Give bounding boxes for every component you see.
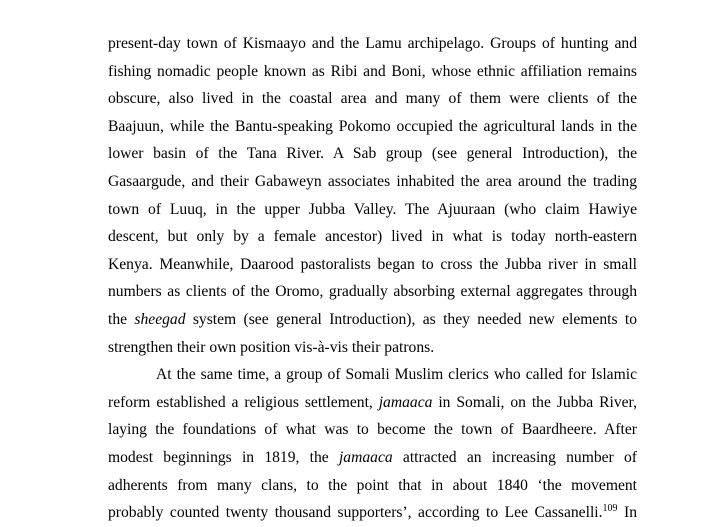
- text-run: town of Luuq, in the upper Jubba Valley. The Ajuuraan (who claim Hawiye: [108, 200, 637, 218]
- footnote-reference[interactable]: 109: [602, 503, 618, 515]
- text-line: [108, 251, 637, 279]
- italic-term: jamaaca: [338, 448, 393, 466]
- text-line: [108, 223, 637, 251]
- text-line: [108, 444, 637, 472]
- text-run: Baajuun, while the Bantu-speaking Pokomo occupied the agricultural lands in the: [108, 117, 637, 135]
- text-line: [108, 306, 637, 334]
- italic-term: jamaaca: [378, 393, 433, 411]
- text-line: [108, 334, 637, 362]
- text-run: the: [108, 310, 135, 328]
- text-line: [108, 168, 637, 196]
- text-line: [108, 58, 637, 86]
- text-run: modest beginnings in 1819, the: [108, 448, 339, 466]
- italic-term: sheegad: [134, 310, 186, 328]
- text-line: [108, 472, 637, 500]
- text-line: [108, 389, 637, 417]
- text-run: obscure, also lived in the coastal area and many of them were clients of the: [108, 90, 637, 108]
- text-run: probably counted twenty thousand supporters’, according to Lee Cassanelli.: [108, 504, 603, 522]
- text-run: Gasaargude, and their Gabaweyn associates inhabited the area around the trading: [108, 172, 637, 190]
- text-run: present-day town of Kismaayo and the Lamu archipelago. Groups of hunting and: [108, 35, 637, 52]
- text-line: [108, 361, 637, 389]
- paragraph-1: [108, 30, 637, 361]
- text-run: lower basin of the Tana River. A Sab group (see general Introduction), the: [108, 145, 637, 163]
- text-run: At the same time, a group of Somali Muslim clerics who called for Islamic: [156, 366, 637, 384]
- paragraph-2: [108, 361, 637, 527]
- text-line: [108, 30, 637, 58]
- text-line: [108, 113, 637, 141]
- text-run: laying the foundations of what was to become the town of Baardheere. After: [108, 421, 637, 439]
- text-line: [108, 196, 637, 224]
- text-line: [108, 416, 637, 444]
- text-run: attracted an increasing number of: [392, 448, 637, 466]
- text-line: [108, 278, 637, 306]
- text-run: reform established a religious settlement,: [108, 393, 379, 411]
- text-line: [108, 85, 637, 113]
- text-run: numbers as clients of the Oromo, gradually absorbing external aggregates through: [108, 283, 637, 301]
- text-run: In: [617, 504, 637, 522]
- text-run: fishing nomadic people known as Ribi and Boni, whose ethnic affiliation remains: [108, 62, 637, 80]
- document-page: [108, 30, 637, 527]
- text-run: adherents from many clans, to the point that in about 1840 ‘the movement: [108, 476, 637, 494]
- text-run: descent, but only by a female ancestor) lived in what is today north-eastern: [108, 228, 637, 246]
- text-run: Kenya. Meanwhile, Daarood pastoralists began to cross the Jubba river in small: [108, 255, 637, 273]
- text-run: strengthen their own position vis-à-vis their patrons.: [108, 338, 435, 356]
- text-run: in Somali, on the Jubba River,: [432, 393, 638, 411]
- text-line: [108, 140, 637, 168]
- text-run: system (see general Introduction), as they needed new elements to: [185, 310, 637, 328]
